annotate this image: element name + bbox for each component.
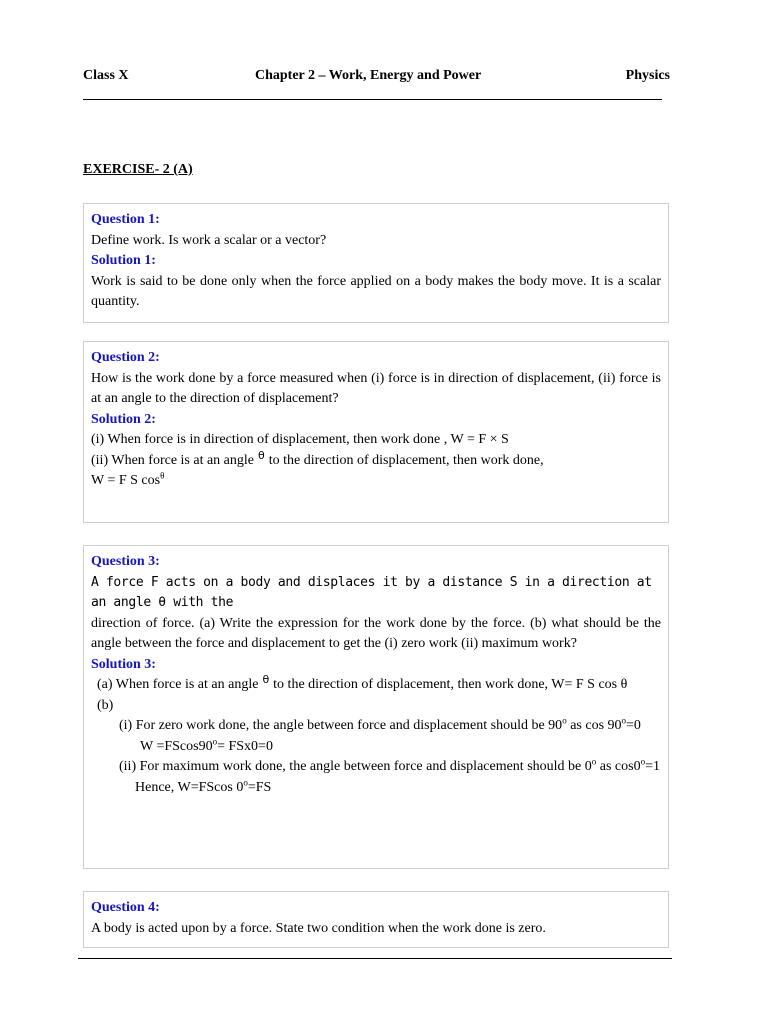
question-2-box xyxy=(83,341,669,523)
solution-3-part-b-label: (b) xyxy=(97,697,114,713)
max-work-formula-start: Hence, W=FScos 0 xyxy=(135,779,244,795)
solution-3-part-b-i xyxy=(91,716,661,737)
question-4-text: A body is acted upon by a force. State two condition when the work done is zero. xyxy=(91,920,546,936)
solution-1-text: Work is said to be done only when the force applied on a body makes the body move. It is a scalar quantity. xyxy=(91,273,661,309)
theta-symbol: θ xyxy=(262,673,270,686)
solution-2-line-2-start: (ii) When force is at an angle xyxy=(91,452,255,468)
question-3-text-line-1: A force F acts on a body and displaces it by a distance S in a direction at an angle θ with the xyxy=(91,574,652,610)
subject-label: Physics xyxy=(625,68,670,83)
part-b-ii-end: =1 xyxy=(645,759,660,774)
solution-3-zero-work-formula xyxy=(91,737,661,758)
theta-superscript: θ xyxy=(160,470,165,481)
question-3-label: Question 3: xyxy=(91,554,160,569)
solution-3-max-work-formula xyxy=(91,778,661,799)
degree-sign: o xyxy=(591,756,597,767)
footer-divider xyxy=(78,958,672,959)
question-3-text-rest: direction of force. (a) Write the expression for the work done by the force. (b) what should be the angle between the force and displacement to get the (i) zero work (ii) maximum work? xyxy=(91,615,661,651)
question-4-label: Question 4: xyxy=(91,900,160,915)
part-b-ii-start: (ii) For maximum work done, the angle between force and displacement should be 0 xyxy=(119,759,592,774)
theta-symbol: θ xyxy=(258,448,265,462)
page-header xyxy=(83,68,670,90)
part-a-end: to the direction of displacement, then work done, W= F S cos θ xyxy=(273,677,628,692)
solution-3-part-b-ii xyxy=(91,757,661,778)
degree-sign: o xyxy=(212,735,218,746)
chapter-title: Chapter 2 – Work, Energy and Power xyxy=(255,68,482,83)
header-divider xyxy=(83,99,662,100)
part-b-ii-mid: as cos0 xyxy=(596,759,641,774)
question-1-label: Question 1: xyxy=(91,212,160,227)
zero-work-formula-end: = FSx0=0 xyxy=(217,738,273,754)
degree-sign: o xyxy=(640,756,646,767)
question-2-text: How is the work done by a force measured when (i) force is in direction of displacement, (ii) force is at an angle to the direction of displacement? xyxy=(91,370,661,406)
work-formula: W = F S cos xyxy=(91,473,161,488)
part-b-i-start: (i) For zero work done, the angle between force and displacement should be 90 xyxy=(119,718,563,733)
question-1-text: Define work. Is work a scalar or a vector? xyxy=(91,232,327,248)
solution-1-label: Solution 1: xyxy=(91,253,156,268)
zero-work-formula-start: W =FScos90 xyxy=(140,738,213,754)
solution-2-line-2 xyxy=(91,448,661,472)
class-label: Class X xyxy=(83,68,129,83)
question-2-label: Question 2: xyxy=(91,350,160,365)
degree-sign: o xyxy=(243,776,248,787)
solution-3-label: Solution 3: xyxy=(91,656,156,672)
degree-sign: o xyxy=(562,715,567,726)
solution-2-line-2-end: to the direction of displacement, then work done, xyxy=(268,452,544,468)
max-work-formula-end: =FS xyxy=(247,779,272,795)
solution-2-formula xyxy=(91,471,661,492)
part-b-i-mid: as cos 90 xyxy=(566,718,622,733)
question-3-box xyxy=(83,545,669,869)
solution-2-label: Solution 2: xyxy=(91,411,156,427)
part-b-i-end: =0 xyxy=(626,718,641,733)
part-a-start: (a) When force is at an angle xyxy=(97,677,259,692)
solution-2-line-1: (i) When force is in direction of displacement, then work done , W = F × S xyxy=(91,432,509,447)
exercise-title: EXERCISE- 2 (A) xyxy=(83,162,193,177)
question-4-box xyxy=(83,891,669,948)
solution-3-part-a xyxy=(91,675,661,696)
degree-sign: o xyxy=(621,715,627,726)
question-1-box xyxy=(83,203,669,323)
